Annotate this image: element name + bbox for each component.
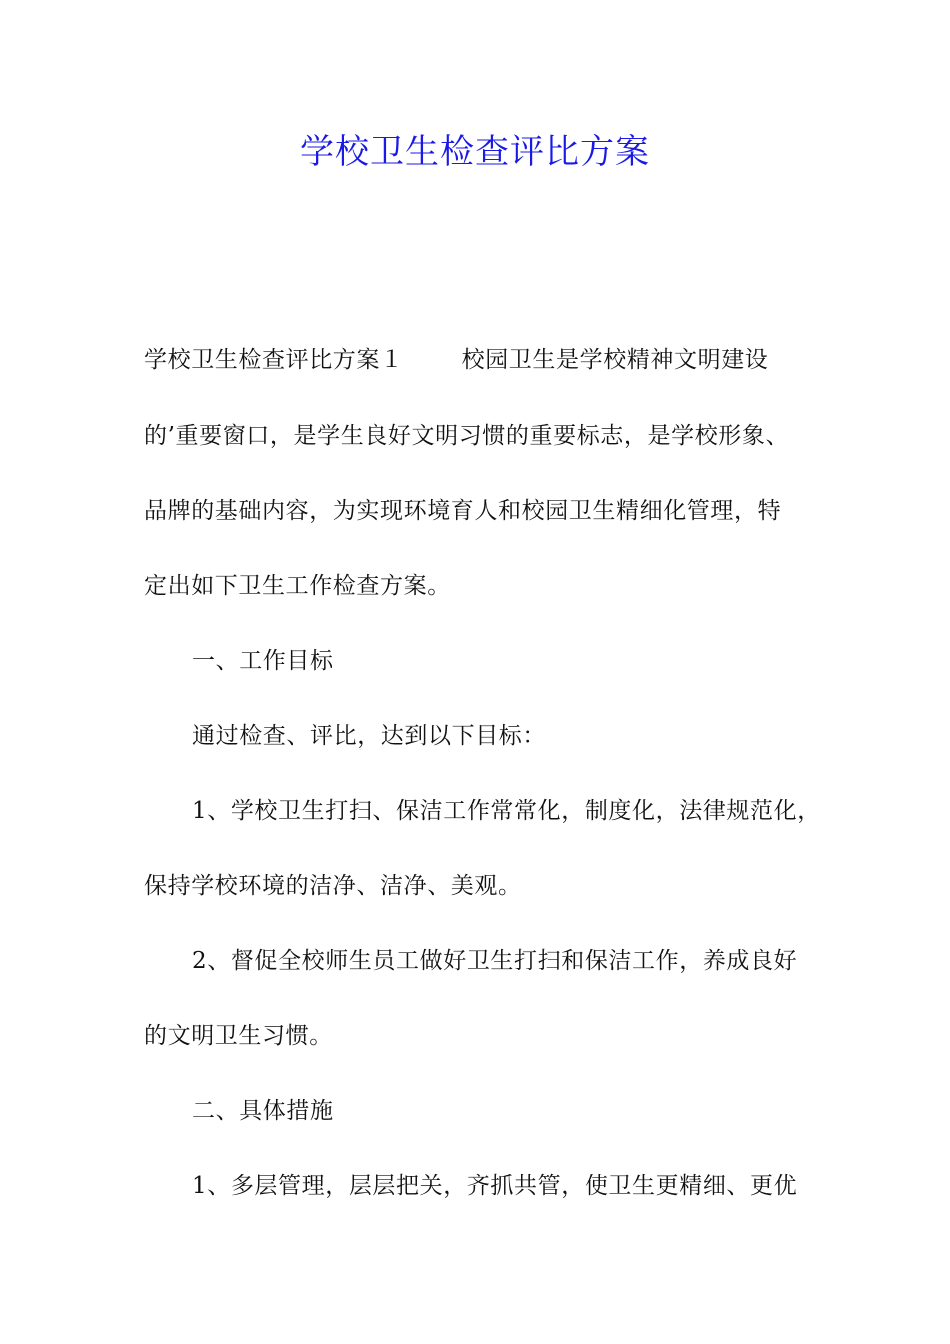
intro-text: 校园卫生是学校精神文明建设 bbox=[461, 347, 769, 373]
list-item-2-line-1: 2、督促全校师生员工做好卫生打扫和保洁工作，养成良好 bbox=[192, 948, 798, 974]
list-item-3-line-1: 1、多层管理，层层把关，齐抓共管，使卫生更精细、更优 bbox=[192, 1173, 798, 1199]
document-title: 学校卫生检查评比方案 bbox=[300, 132, 650, 172]
intro-heading: 学校卫生检查评比方案１ bbox=[144, 347, 404, 373]
paragraph-line-2: 的’重要窗口，是学生良好文明习惯的重要标志，是学校形象、 bbox=[144, 423, 790, 449]
section-heading-goals: 一、工作目标 bbox=[192, 648, 334, 674]
paragraph-line-1 bbox=[144, 340, 768, 380]
list-item-2-line-2: 的文明卫生习惯。 bbox=[144, 1023, 333, 1049]
list-item-1-line-1: 1、学校卫生打扫、保洁工作常常化，制度化，法律规范化， bbox=[192, 798, 821, 824]
paragraph-goals-intro: 通过检查、评比，达到以下目标： bbox=[192, 723, 546, 749]
paragraph-line-4: 定出如下卫生工作检查方案。 bbox=[144, 573, 451, 599]
section-heading-measures: 二、具体措施 bbox=[192, 1098, 334, 1124]
paragraph-line-3: 品牌的基础内容，为实现环境育人和校园卫生精细化管理，特 bbox=[144, 498, 782, 524]
list-item-1-line-2: 保持学校环境的洁净、洁净、美观。 bbox=[144, 873, 522, 899]
